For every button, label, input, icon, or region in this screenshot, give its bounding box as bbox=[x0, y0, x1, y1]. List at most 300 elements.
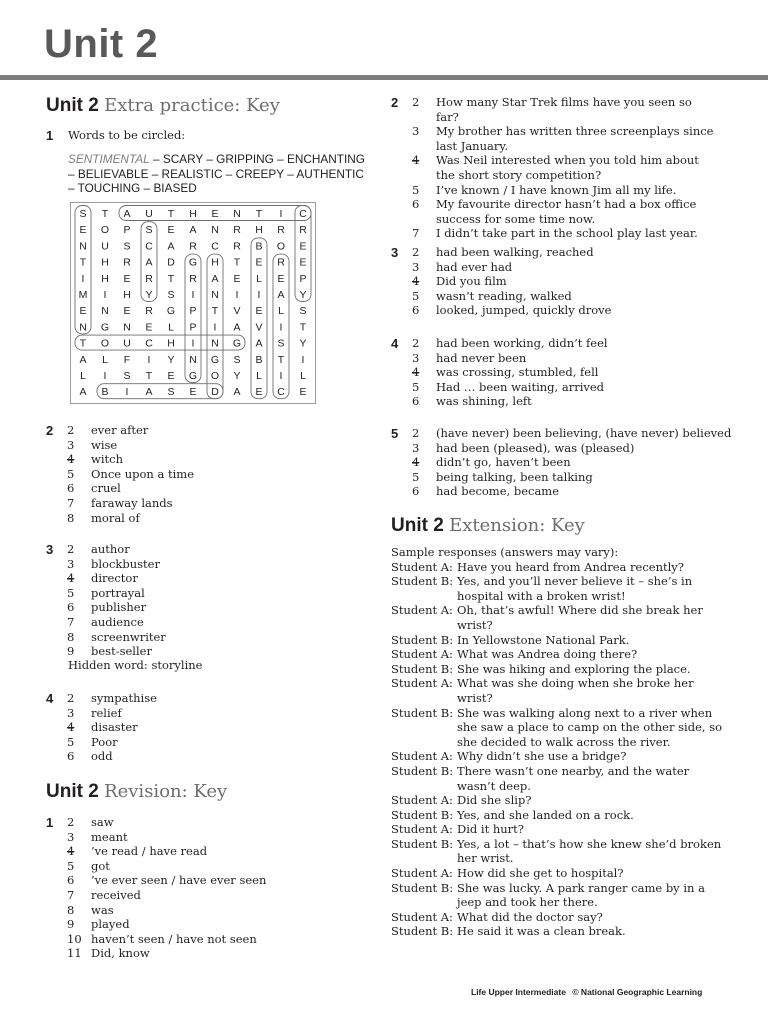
grid-letter: I bbox=[279, 370, 283, 382]
speaker: Student B: bbox=[391, 632, 454, 647]
speaker: Student A: bbox=[391, 822, 453, 837]
speaker: Student B: bbox=[391, 924, 454, 939]
revision-title bbox=[46, 781, 227, 803]
item-text: I’ve known / I have known Jim all my life. bbox=[436, 182, 677, 197]
dialogue-line bbox=[391, 706, 731, 750]
utterance: Yes, and you’ll never believe it – she’s in hospital with a broken wrist! bbox=[457, 574, 693, 603]
grid-letter: E bbox=[167, 370, 175, 382]
answer-item bbox=[412, 365, 608, 380]
item-text: Poor bbox=[91, 734, 118, 749]
grid-letter: L bbox=[168, 321, 174, 334]
footer bbox=[471, 987, 702, 997]
grid-letter: I bbox=[191, 289, 195, 301]
grid-letter: L bbox=[102, 353, 108, 366]
grid-letter: P bbox=[189, 321, 197, 334]
item-number: 3 bbox=[412, 259, 420, 274]
grid-letter: E bbox=[79, 224, 87, 237]
answer-item bbox=[67, 615, 166, 630]
item-text: (have never) been believing, (have never) believed bbox=[436, 426, 732, 440]
item-text: blockbuster bbox=[91, 556, 160, 571]
answer-item bbox=[412, 245, 611, 260]
question-number: 3 bbox=[391, 245, 399, 260]
item-number: 6 bbox=[412, 394, 420, 409]
grid-letter: L bbox=[256, 272, 262, 285]
grid-letter: N bbox=[79, 321, 87, 334]
item-text: saw bbox=[91, 815, 114, 829]
item-number: 7 bbox=[67, 887, 75, 902]
item-number: 2 bbox=[412, 95, 420, 109]
utterance: How did she get to hospital? bbox=[457, 866, 624, 881]
item-text: Did, know bbox=[91, 946, 150, 961]
answer-item bbox=[67, 691, 157, 706]
item-text: got bbox=[91, 858, 110, 873]
item-text: publisher bbox=[91, 600, 147, 615]
item-number: 4 bbox=[67, 720, 75, 735]
item-text: had become, became bbox=[436, 484, 560, 499]
grid-letter: F bbox=[123, 353, 131, 366]
speaker: Student A: bbox=[391, 866, 453, 881]
utterance: Yes, and she landed on a rock. bbox=[457, 807, 634, 822]
grid-letter: E bbox=[255, 305, 263, 318]
answer-item bbox=[412, 183, 717, 198]
answer-item bbox=[412, 197, 717, 226]
speaker: Student A: bbox=[391, 647, 453, 662]
speaker: Student B: bbox=[391, 661, 454, 676]
grid-letter: V bbox=[255, 321, 263, 334]
grid-letter: N bbox=[123, 321, 131, 334]
item-number: 3 bbox=[67, 829, 75, 844]
speaker: Student A: bbox=[391, 749, 453, 764]
utterance: What was she doing when she broke her wrist? bbox=[457, 676, 694, 705]
utterance: Have you heard from Andrea recently? bbox=[457, 559, 684, 574]
dialogue-line bbox=[391, 837, 731, 866]
grid-letter: C bbox=[145, 240, 153, 253]
grid-letter: R bbox=[189, 240, 197, 253]
answer-item bbox=[67, 903, 266, 918]
grid-letter: S bbox=[123, 240, 131, 253]
item-number: 4 bbox=[412, 153, 420, 168]
grid-letter: I bbox=[125, 386, 129, 399]
dialogue-line bbox=[391, 603, 731, 632]
question-number: 1 bbox=[46, 815, 54, 830]
speaker: Student A: bbox=[391, 676, 453, 691]
grid-letter: B bbox=[255, 353, 263, 366]
item-number: 4 bbox=[412, 455, 420, 470]
item-text: portrayal bbox=[91, 585, 145, 600]
grid-letter: C bbox=[145, 337, 153, 350]
answer-item bbox=[67, 423, 194, 438]
item-text: ever after bbox=[91, 423, 149, 437]
speaker: Student B: bbox=[391, 574, 454, 589]
grid-letter: Y bbox=[299, 337, 307, 350]
item-number: 4 bbox=[67, 452, 75, 467]
item-number: 5 bbox=[412, 182, 420, 197]
grid-letter: P bbox=[299, 272, 307, 285]
item-number: 4 bbox=[412, 365, 420, 380]
item-number: 6 bbox=[67, 749, 75, 764]
item-number: 8 bbox=[67, 902, 75, 917]
grid-letter: A bbox=[145, 386, 153, 399]
hidden-word: Hidden word: storyline bbox=[68, 658, 203, 672]
answer-item bbox=[412, 351, 608, 366]
item-text: director bbox=[91, 571, 138, 586]
question-number: 4 bbox=[391, 336, 399, 351]
item-number: 6 bbox=[67, 481, 75, 496]
item-number: 8 bbox=[67, 510, 75, 525]
grid-letter: S bbox=[79, 208, 87, 220]
item-number: 2 bbox=[67, 691, 75, 705]
grid-letter: U bbox=[101, 240, 109, 253]
grid-letter: E bbox=[189, 386, 197, 399]
utterance: Did she slip? bbox=[457, 793, 532, 808]
grid-letter: H bbox=[255, 224, 263, 237]
grid-letter: T bbox=[167, 208, 175, 220]
answer-item bbox=[67, 859, 266, 874]
item-text: odd bbox=[91, 749, 113, 764]
speaker: Student B: bbox=[391, 880, 454, 895]
item-text: didn’t go, haven’t been bbox=[436, 455, 571, 470]
item-number: 7 bbox=[67, 495, 75, 510]
grid-letter: C bbox=[299, 208, 307, 220]
item-text: looked, jumped, quickly drove bbox=[436, 303, 612, 318]
grid-letter: S bbox=[233, 353, 241, 366]
grid-letter: R bbox=[145, 305, 153, 318]
answer-item bbox=[412, 274, 611, 289]
grid-letter: E bbox=[299, 256, 307, 269]
grid-letter: I bbox=[81, 272, 85, 285]
item-number: 9 bbox=[67, 917, 75, 932]
grid-letter: G bbox=[210, 353, 220, 366]
utterance: She was hiking and exploring the place. bbox=[457, 661, 691, 676]
item-text: meant bbox=[91, 829, 128, 844]
rv-q1-list bbox=[67, 815, 266, 961]
grid-letter: E bbox=[145, 321, 153, 334]
item-text: wasn’t reading, walked bbox=[436, 288, 572, 303]
grid-letter: A bbox=[277, 289, 285, 301]
question-number: 4 bbox=[46, 691, 54, 706]
answer-item bbox=[67, 630, 166, 645]
item-number: 4 bbox=[67, 844, 75, 859]
grid-letter: T bbox=[211, 305, 219, 318]
grid-letter: G bbox=[232, 337, 242, 350]
circled-words bbox=[68, 152, 368, 196]
dialogue-line bbox=[391, 676, 731, 705]
grid-letter: I bbox=[191, 337, 195, 350]
speaker: Student B: bbox=[391, 763, 454, 778]
grid-letter: O bbox=[210, 370, 220, 382]
grid-letter: S bbox=[123, 370, 131, 382]
grid-letter: I bbox=[257, 289, 261, 301]
item-text: ’ve read / have read bbox=[91, 844, 208, 859]
dialogue-line bbox=[391, 574, 731, 603]
item-text: Was Neil interested when you told him about the short story competition? bbox=[436, 153, 699, 182]
page-title: Unit 2 bbox=[44, 22, 159, 66]
answer-item bbox=[67, 511, 194, 526]
item-text: My favourite director hasn’t had a box office success for some time now. bbox=[436, 197, 697, 226]
item-number: 6 bbox=[412, 303, 420, 318]
answer-item bbox=[67, 600, 166, 615]
dialogue-line bbox=[391, 764, 731, 793]
footer-copyright: © National Geographic Learning bbox=[572, 987, 703, 997]
answer-item bbox=[67, 542, 166, 557]
grid-letter: M bbox=[78, 289, 88, 301]
dialogue-line bbox=[391, 924, 731, 939]
section-key-label: Extension: Key bbox=[449, 515, 585, 536]
rv-q2-list bbox=[412, 95, 717, 241]
grid-letter: H bbox=[189, 208, 197, 220]
grid-letter: P bbox=[189, 305, 197, 318]
footer-book: Life Upper Intermediate bbox=[471, 987, 566, 997]
item-text: wise bbox=[91, 437, 118, 452]
item-text: disaster bbox=[91, 720, 138, 735]
grid-letter: L bbox=[256, 370, 262, 382]
item-text: received bbox=[91, 887, 141, 902]
section-unit-label: Unit 2 bbox=[391, 515, 444, 536]
grid-letter: R bbox=[233, 224, 241, 237]
grid-letter: G bbox=[100, 321, 110, 334]
speaker: Student A: bbox=[391, 909, 453, 924]
grid-letter: T bbox=[79, 337, 87, 350]
utterance: Oh, that’s awful! Where did she break her wrist? bbox=[457, 603, 703, 632]
item-number: 7 bbox=[67, 614, 75, 629]
answer-item bbox=[67, 467, 194, 482]
item-number: 9 bbox=[67, 644, 75, 659]
item-number: 5 bbox=[412, 469, 420, 484]
answer-item bbox=[67, 720, 157, 735]
dialogue-line bbox=[391, 822, 731, 837]
header-rule bbox=[0, 75, 768, 80]
item-number: 2 bbox=[412, 336, 420, 350]
item-number: 10 bbox=[67, 931, 82, 946]
grid-letter: S bbox=[167, 386, 175, 399]
utterance: What did the doctor say? bbox=[457, 909, 603, 924]
grid-letter: E bbox=[167, 224, 175, 237]
grid-letter: P bbox=[123, 224, 131, 237]
word-search-svg bbox=[71, 203, 315, 403]
section-key-label: Revision: Key bbox=[104, 781, 228, 802]
item-text: cruel bbox=[91, 481, 121, 496]
grid-letter: T bbox=[233, 256, 241, 269]
grid-letter: I bbox=[301, 353, 305, 366]
answer-item bbox=[67, 749, 157, 764]
rv-q5-list bbox=[412, 426, 752, 499]
answer-item bbox=[412, 336, 608, 351]
item-text: I didn’t take part in the school play last year. bbox=[436, 226, 698, 241]
item-text: haven’t seen / have not seen bbox=[91, 931, 257, 946]
section-key-label: Extra practice: Key bbox=[104, 95, 280, 116]
ep-q3-list bbox=[67, 542, 166, 659]
item-number: 5 bbox=[67, 858, 75, 873]
answer-item bbox=[67, 873, 266, 888]
grid-letter: S bbox=[145, 224, 153, 237]
grid-letter: T bbox=[101, 208, 109, 220]
item-number: 2 bbox=[67, 542, 75, 556]
utterance: Did it hurt? bbox=[457, 822, 524, 837]
item-number: 5 bbox=[67, 734, 75, 749]
grid-letter: N bbox=[211, 224, 219, 237]
item-number: 11 bbox=[67, 946, 82, 961]
grid-letter: I bbox=[279, 321, 283, 334]
item-number: 8 bbox=[67, 629, 75, 644]
grid-letter: R bbox=[277, 256, 285, 269]
grid-letter: Y bbox=[233, 370, 241, 382]
item-text: had been (pleased), was (pleased) bbox=[436, 440, 635, 455]
answer-item bbox=[412, 455, 752, 470]
grid-letter: S bbox=[277, 337, 285, 350]
utterance: Why didn’t she use a bridge? bbox=[457, 749, 627, 764]
grid-letter: H bbox=[211, 256, 219, 269]
grid-letter: Y bbox=[145, 289, 153, 301]
grid-letter: E bbox=[233, 272, 241, 285]
section-unit-label: Unit 2 bbox=[46, 95, 99, 116]
grid-letter: U bbox=[145, 208, 153, 220]
dialogue-line bbox=[391, 662, 731, 677]
utterance: What was Andrea doing there? bbox=[457, 647, 638, 662]
question-number: 3 bbox=[46, 542, 54, 557]
grid-letter: A bbox=[233, 386, 241, 399]
grid-letter: T bbox=[79, 256, 87, 269]
item-text: witch bbox=[91, 452, 123, 467]
grid-letter: G bbox=[188, 370, 198, 382]
item-text: How many Star Trek films have you seen so far? bbox=[436, 95, 692, 124]
speaker: Student B: bbox=[391, 807, 454, 822]
grid-letter: C bbox=[277, 386, 285, 399]
grid-letter: A bbox=[233, 321, 241, 334]
grid-letter: T bbox=[255, 208, 263, 220]
answer-item bbox=[67, 586, 166, 601]
grid-letter: L bbox=[300, 370, 306, 382]
answer-item bbox=[67, 844, 266, 859]
grid-letter: B bbox=[255, 240, 263, 253]
item-number: 5 bbox=[412, 288, 420, 303]
item-number: 5 bbox=[412, 379, 420, 394]
grid-letter: D bbox=[167, 256, 175, 269]
grid-letter: V bbox=[233, 305, 241, 318]
dialogue-line bbox=[391, 881, 731, 910]
item-text: was bbox=[91, 902, 114, 917]
item-number: 3 bbox=[412, 440, 420, 455]
item-number: 3 bbox=[67, 705, 75, 720]
grid-letter: N bbox=[211, 289, 219, 301]
item-number: 2 bbox=[412, 426, 420, 440]
item-text: played bbox=[91, 917, 130, 932]
dialogue-line bbox=[391, 749, 731, 764]
utterance: She was walking along next to a river when she saw a place to camp on the other side, so she decided to walk across the river. bbox=[457, 705, 723, 749]
answer-item bbox=[67, 735, 157, 750]
first-word: SENTIMENTAL bbox=[68, 152, 150, 166]
utterance: She was lucky. A park ranger came by in a jeep and took her there. bbox=[457, 880, 705, 910]
answer-item bbox=[67, 946, 266, 961]
item-text: had ever had bbox=[436, 259, 513, 274]
extra-practice-title bbox=[46, 95, 280, 117]
grid-letter: A bbox=[79, 386, 87, 399]
answer-item bbox=[412, 153, 717, 182]
grid-letter: E bbox=[299, 386, 307, 399]
grid-letter: I bbox=[213, 321, 217, 334]
speaker: Student A: bbox=[391, 559, 453, 574]
grid-letter: E bbox=[211, 208, 219, 220]
utterance: Yes, a lot – that’s how she knew she’d broken her wrist. bbox=[457, 836, 722, 866]
answer-item bbox=[412, 95, 717, 124]
grid-letter: T bbox=[277, 353, 285, 366]
word-search-grid bbox=[70, 202, 316, 404]
item-text: sympathise bbox=[91, 691, 157, 705]
grid-letter: H bbox=[101, 256, 109, 269]
item-number: 5 bbox=[67, 466, 75, 481]
grid-letter: A bbox=[123, 208, 131, 220]
answer-item bbox=[67, 481, 194, 496]
answer-item bbox=[412, 260, 611, 275]
item-text: had been working, didn’t feel bbox=[436, 336, 608, 350]
item-number: 6 bbox=[412, 484, 420, 499]
speaker: Student B: bbox=[391, 705, 454, 720]
item-number: 4 bbox=[67, 571, 75, 586]
grid-letter: E bbox=[79, 305, 87, 318]
grid-letter: I bbox=[235, 289, 239, 301]
grid-letter: E bbox=[123, 305, 131, 318]
answer-item bbox=[67, 815, 266, 830]
grid-letter: L bbox=[80, 370, 86, 382]
item-number: 2 bbox=[67, 423, 75, 437]
item-text: was crossing, stumbled, fell bbox=[436, 365, 599, 380]
answer-item bbox=[67, 571, 166, 586]
item-text: was shining, left bbox=[436, 394, 532, 409]
speaker: Student B: bbox=[391, 836, 454, 851]
answer-item bbox=[412, 426, 752, 441]
answer-item bbox=[412, 124, 717, 153]
item-number: 6 bbox=[67, 873, 75, 888]
grid-letter: N bbox=[189, 353, 197, 366]
answer-item bbox=[67, 557, 166, 572]
grid-letter: O bbox=[276, 240, 286, 253]
utterance: There wasn’t one nearby, and the water wasn’t deep. bbox=[457, 763, 690, 793]
grid-letter: A bbox=[167, 240, 175, 253]
ep-q2-list bbox=[67, 423, 194, 525]
grid-letter: O bbox=[100, 337, 110, 350]
question-number: 1 bbox=[46, 128, 54, 143]
answer-item bbox=[67, 452, 194, 467]
grid-letter: H bbox=[123, 289, 131, 301]
item-number: 3 bbox=[67, 437, 75, 452]
dialogue-line bbox=[391, 866, 731, 881]
grid-letter: D bbox=[211, 386, 219, 399]
answer-item bbox=[412, 380, 608, 395]
question-number: 2 bbox=[391, 95, 399, 110]
words-rest: – SCARY – GRIPPING – ENCHANTING – BELIEVABLE – REALISTIC – CREEPY – AUTHENTIC – TOUCHING – BIASED bbox=[68, 152, 365, 196]
grid-letter: H bbox=[101, 272, 109, 285]
grid-letter: N bbox=[79, 240, 87, 253]
item-number: 6 bbox=[67, 600, 75, 615]
dialogue-line bbox=[391, 808, 731, 823]
extension-dialogue bbox=[391, 545, 731, 939]
grid-letter: G bbox=[188, 256, 198, 269]
item-text: had been walking, reached bbox=[436, 245, 594, 259]
grid-letter: N bbox=[211, 337, 219, 350]
grid-letter: Y bbox=[167, 353, 175, 366]
grid-letter: E bbox=[255, 386, 263, 399]
answer-item bbox=[412, 394, 608, 409]
speaker: Student A: bbox=[391, 793, 453, 808]
grid-letter: R bbox=[145, 272, 153, 285]
item-text: being talking, been talking bbox=[436, 469, 593, 484]
grid-letter: G bbox=[166, 305, 176, 318]
grid-letter: N bbox=[101, 305, 109, 318]
grid-letter: A bbox=[79, 353, 87, 366]
item-text: author bbox=[91, 542, 130, 556]
grid-letter: R bbox=[123, 256, 131, 269]
grid-letter: R bbox=[299, 224, 307, 237]
item-text: faraway lands bbox=[91, 495, 173, 510]
